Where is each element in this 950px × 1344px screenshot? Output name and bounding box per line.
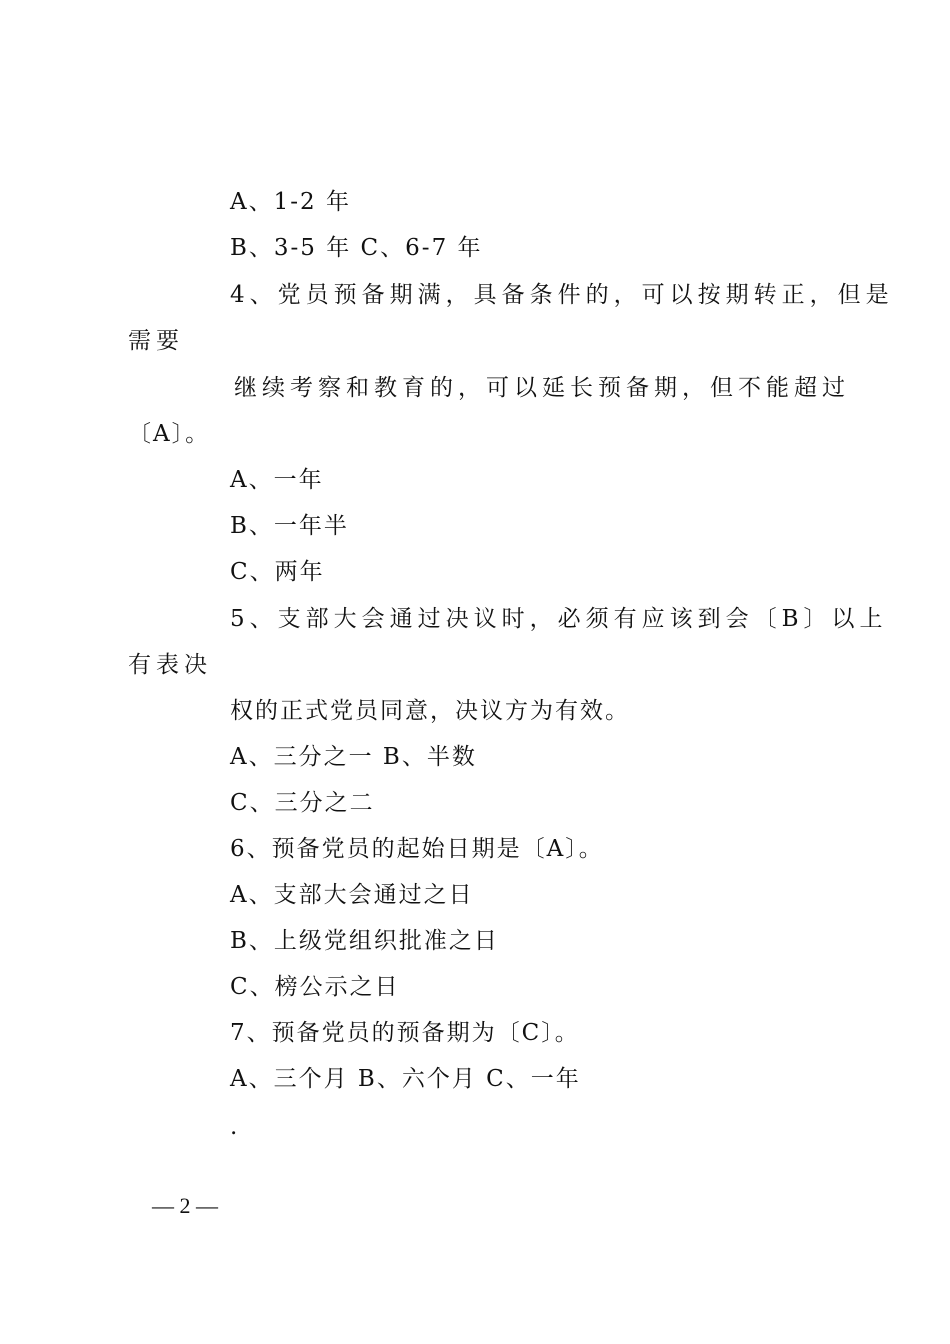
question-5-wrap-line: 有表决 <box>128 652 212 678</box>
option-c-two-thirds: C、三分之二 <box>230 790 375 816</box>
option-a-1-2-years: A、1-2 年 <box>230 189 351 215</box>
option-c-two-years: C、两年 <box>230 559 325 585</box>
question-4-continuation: 继续考察和教育的，可以延长预备期，但不能超过 <box>234 375 850 401</box>
option-b-approval-day: B、上级党组织批准之日 <box>230 928 499 954</box>
option-b-one-and-half-years: B、一年半 <box>230 513 349 539</box>
option-a-branch-meeting-day: A、支部大会通过之日 <box>230 882 474 908</box>
option-c-public-notice-day: C、榜公示之日 <box>230 974 400 1000</box>
question-7: 7、预备党员的预备期为〔C〕。 <box>230 1020 580 1046</box>
question-4-answer: 〔A〕。 <box>128 421 211 447</box>
options-a-b-c-months: A、三个月 B、六个月 C、一年 <box>230 1066 581 1092</box>
page-number: — 2 — <box>152 1193 218 1218</box>
question-5-continuation: 权的正式党员同意，决议方为有效。 <box>230 698 630 724</box>
question-6: 6、预备党员的起始日期是〔A〕。 <box>230 836 604 862</box>
question-4-wrap-line: 需要 <box>128 328 184 354</box>
options-a-b-fractions: A、三分之一 B、半数 <box>230 744 477 770</box>
question-5-first-line: 5、支部大会通过决议时，必须有应该到会〔B〕以上 <box>230 606 888 632</box>
option-a-one-year: A、一年 <box>230 467 324 493</box>
trailing-period: . <box>230 1114 240 1140</box>
question-4-first-line: 4、党员预备期满，具备条件的，可以按期转正，但是 <box>230 282 894 308</box>
options-b-c-years: B、3-5 年 C、6-7 年 <box>230 235 483 261</box>
